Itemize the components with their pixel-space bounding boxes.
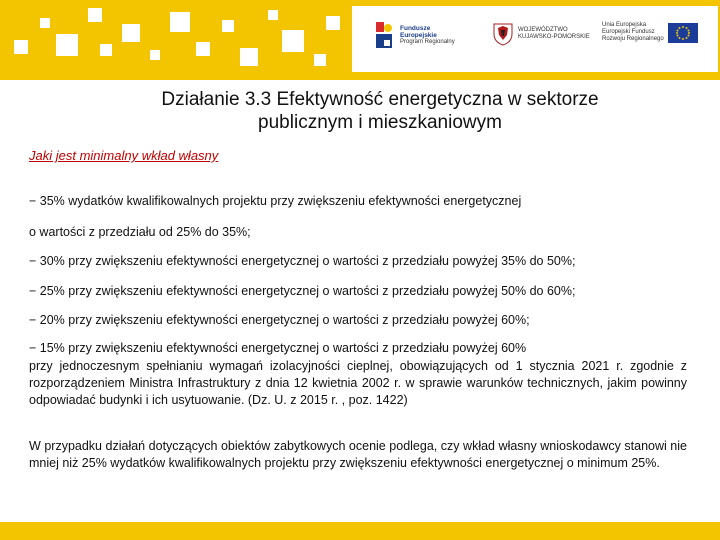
contribution-item: − 15% przy zwiększeniu efektywności energetycznej o wartości z przedziału powyżej 60%: [29, 341, 527, 355]
decorative-square: [314, 54, 326, 66]
decorative-square: [222, 20, 234, 32]
decorative-square: [240, 48, 258, 66]
voivodeship-logo: [492, 22, 590, 46]
header-band: [0, 0, 720, 80]
page-title-line2: publicznym i mieszkaniowym: [258, 112, 502, 133]
condition-paragraph: przy jednoczesnym spełnianiu wymagań izolacyjności cieplnej, obowiązujących od 1 stycznia 2021 r. zgodnie z rozporządzeniem Ministra Infrastruktury z dnia 12 kwietnia 2002 r. w sprawie warunków technicznych, jakim powinny odpowiadać budynki i ich usytuowanie. (Dz. U. z 2015 r. , poz. 1422): [29, 359, 687, 407]
decorative-square: [100, 44, 112, 56]
funds-logo-line1: Fundusze: [400, 24, 431, 32]
funds-logo-line2: Europejskie: [400, 31, 437, 39]
footer-band: [0, 522, 720, 540]
voivodeship-logo-line1: WOJEWÓDZTWO: [518, 27, 568, 33]
contribution-item: − 35% wydatków kwalifikowalnych projektu przy zwiększeniu efektywności energetycznej: [29, 194, 522, 208]
contribution-item: − 30% przy zwiększeniu efektywności energetycznej o wartości z przedziału powyżej 35% do 50%;: [29, 254, 576, 268]
funds-emblem-icon: [374, 20, 396, 50]
section-heading: Jaki jest minimalny wkład własny: [29, 148, 219, 163]
decorative-square: [56, 34, 78, 56]
contribution-item: − 20% przy zwiększeniu efektywności energetycznej o wartości z przedziału powyżej 60%;: [29, 313, 530, 327]
decorative-square: [14, 40, 28, 54]
logos-panel: [352, 6, 718, 72]
page-title-line1: Działanie 3.3 Efektywność energetyczna w sektorze: [161, 89, 599, 110]
decorative-square: [268, 10, 278, 20]
coat-of-arms-icon: [492, 22, 514, 46]
page-title: [60, 88, 700, 134]
decorative-square: [282, 30, 304, 52]
decorative-square: [122, 24, 140, 42]
eu-logo-line2: Europejski Fundusz: [602, 29, 655, 35]
decorative-square: [196, 42, 210, 56]
eu-flag-icon: [668, 23, 698, 43]
voivodeship-logo-line2: KUJAWSKO-POMORSKIE: [518, 34, 590, 40]
decorative-square: [170, 12, 190, 32]
contribution-item: o wartości z przedziału od 25% do 35%;: [29, 225, 251, 239]
decorative-square: [88, 8, 102, 22]
funds-logo-line3: Program Regionalny: [400, 38, 455, 45]
funds-logo: [374, 20, 455, 50]
decorative-square: [40, 18, 50, 28]
eu-logo-line3: Rozwoju Regionalnego: [602, 36, 664, 42]
monuments-paragraph: W przypadku działań dotyczących obiektów zabytkowych ocenie podlega, czy wkład własny wnioskodawcy stanowi nie mniej niż 25% wydatków kwalifikowalnych projektu przy zwiększeniu efektywności energetycznej o minimum 25%.: [29, 439, 687, 470]
eu-logo-line1: Unia Europejska: [602, 22, 647, 28]
eu-logo: [602, 22, 698, 43]
contribution-item: − 25% przy zwiększeniu efektywności energetycznej o wartości z przedziału powyżej 50% do 60%;: [29, 284, 576, 298]
decorative-square: [150, 50, 160, 60]
decorative-square: [326, 16, 340, 30]
